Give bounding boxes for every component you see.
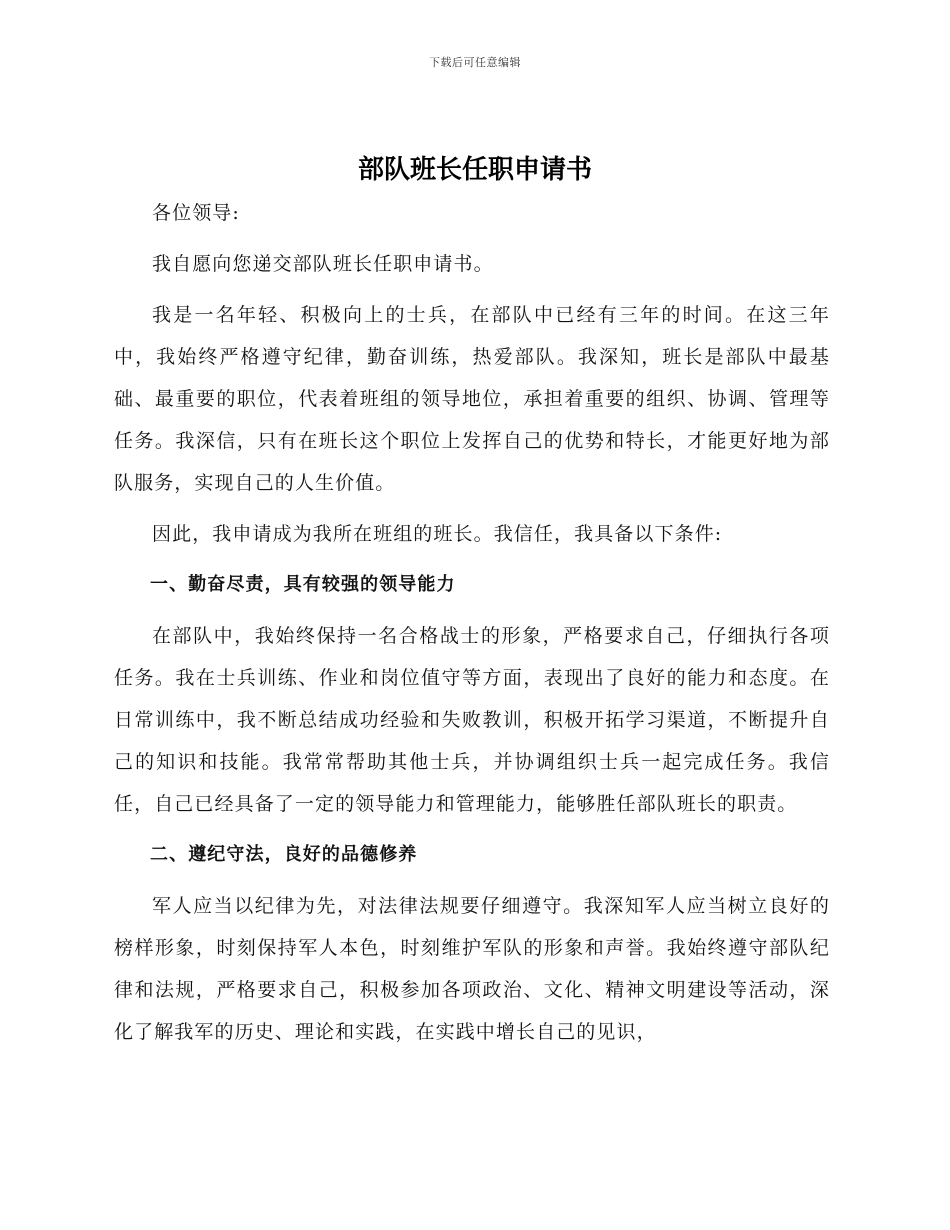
section-2-paragraph: 军人应当以纪律为先，对法律法规要仔细遵守。我深知军人应当树立良好的榜样形象，时刻保持军人本色，时刻维护军队的形象和声誉。我始终遵守部队纪律和法规，严格要求自己，积极参加各项政治、文化、精神文明建设等活动，深化了解我军的历史、理论和实践，在实践中增长自己的见识，	[114, 895, 830, 1043]
background-paragraph: 我是一名年轻、积极向上的士兵，在部队中已经有三年的时间。在这三年中，我始终严格遵守纪律，勤奋训练，热爱部队。我深知，班长是部队中最基础、最重要的职位，代表着班组的领导地位，承担着重要的组织、协调、管理等任务。我深信，只有在班长这个职位上发挥自己的优势和特长，才能更好地为部队服务，实现自己的人生价值。	[114, 304, 830, 494]
document-body	[114, 192, 830, 1053]
request-paragraph: 因此，我申请成为我所在班组的班长。我信任，我具备以下条件:	[152, 523, 723, 545]
intro-paragraph: 我自愿向您递交部队班长任职申请书。	[152, 253, 494, 275]
section-heading-2: 二、遵纪守法，良好的品德修养	[150, 844, 418, 865]
section-1-paragraph: 在部队中，我始终保持一名合格战士的形象，严格要求自己，仔细执行各项任务。我在士兵训练、作业和岗位值守等方面，表现出了良好的能力和态度。在日常训练中，我不断总结成功经验和失败教训，积极开拓学习渠道，不断提升自己的知识和技能。我常常帮助其他士兵，并协调组织士兵一起完成任务。我信任，自己已经具备了一定的领导能力和管理能力，能够胜任部队班长的职责。	[114, 625, 830, 815]
document-title: 部队班长任职申请书	[357, 155, 592, 185]
header-note: 下载后可任意编辑	[429, 56, 521, 69]
salutation: 各位领导:	[152, 202, 240, 224]
section-heading-1: 一、勤奋尽责，具有较强的领导能力	[150, 574, 456, 595]
